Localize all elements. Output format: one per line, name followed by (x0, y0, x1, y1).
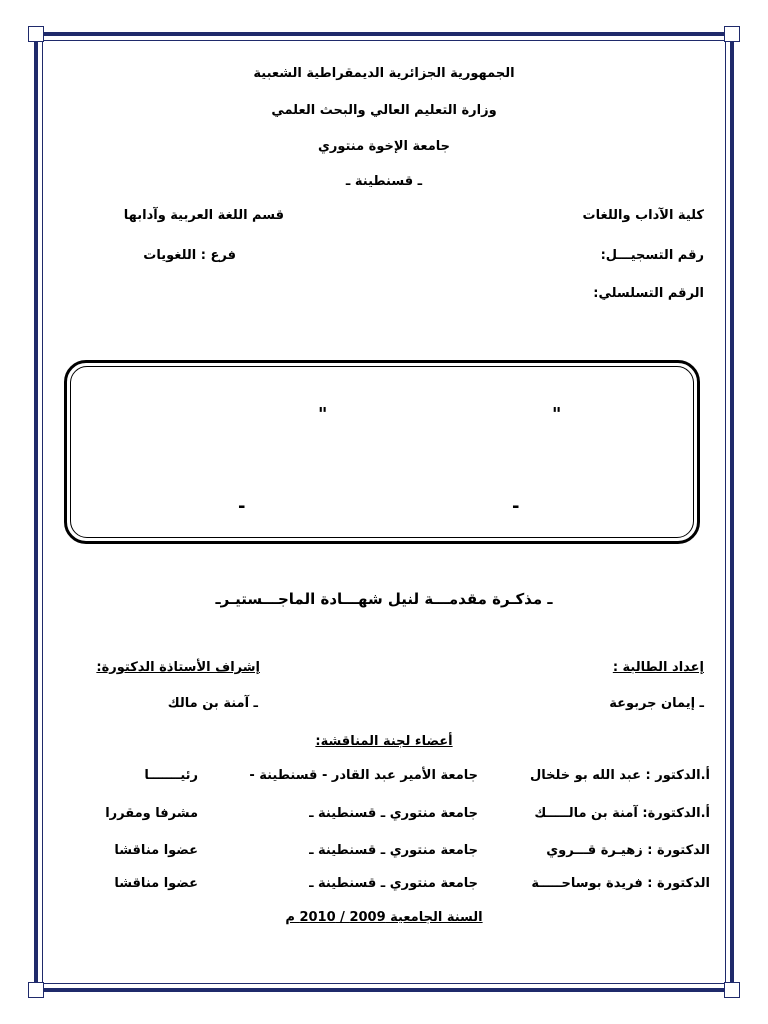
committee-member-name: أ.الدكتور : عبد الله بو خلخال (529, 768, 710, 783)
registration-number-label: رقم التسجيـــل: (600, 248, 704, 263)
corner-ornament-bottom-right (724, 982, 740, 998)
committee-member-role: عضوا مناقشا (114, 876, 198, 891)
thesis-title-box-inner (70, 366, 694, 538)
title-dash-left: - (238, 496, 246, 517)
corner-ornament-top-right (724, 26, 740, 42)
department-label: قسم اللغة العربية وآدابها (123, 208, 284, 223)
faculty-label: كلية الآداب واللغات (582, 208, 704, 223)
supervision-label: إشراف الأستاذة الدكتورة: (96, 660, 260, 675)
committee-member-institution: جامعة منتوري ـ قسنطينة ـ (309, 806, 478, 821)
supervisor-name: ـ آمنة بن مالك (167, 696, 258, 711)
header-university: جامعة الإخوة منتوري (317, 139, 451, 154)
corner-ornament-bottom-left (28, 982, 44, 998)
title-quote-open: " (552, 404, 562, 425)
title-quote-close: " (318, 404, 328, 425)
committee-member-institution: جامعة الأمير عبد القادر - قسنطينة - (249, 768, 478, 783)
student-name: ـ إيمان جربوعة (609, 696, 704, 711)
committee-member-name: أ.الدكتورة: آمنة بن مالـــــك (534, 806, 710, 821)
branch-label: فرع : اللغويات (143, 248, 236, 263)
committee-member-institution: جامعة منتوري ـ قسنطينة ـ (309, 843, 478, 858)
committee-member-role: عضوا مناقشا (114, 843, 198, 858)
committee-heading: أعضاء لجنة المناقشة: (315, 734, 453, 749)
committee-member-role: مشرفا ومقررا (105, 806, 198, 821)
header-ministry: وزارة التعليم العالي والبحث العلمي (271, 103, 497, 118)
committee-member-name: الدكتورة : زهيـرة قـــروي (546, 843, 710, 858)
corner-ornament-top-left (28, 26, 44, 42)
prepared-by-label: إعداد الطالبة : (612, 660, 704, 675)
committee-member-role: رئيـــــــا (144, 768, 198, 783)
committee-member-institution: جامعة منتوري ـ قسنطينة ـ (309, 876, 478, 891)
header-city: ـ قسنطينة ـ (345, 174, 423, 189)
header-republic: الجمهورية الجزائرية الديمقراطية الشعبية (253, 66, 515, 81)
committee-member-name: الدكتورة : فريدة بوساحـــــة (531, 876, 710, 891)
academic-year: السنة الجامعية 2009 / 2010 م (285, 910, 483, 925)
serial-number-label: الرقم التسلسلي: (593, 286, 704, 301)
memo-statement: ـ مذكـرة مقدمـــة لنيل شهـــادة الماجـــستيـرـ (215, 590, 553, 608)
title-dash-right: - (512, 496, 520, 517)
